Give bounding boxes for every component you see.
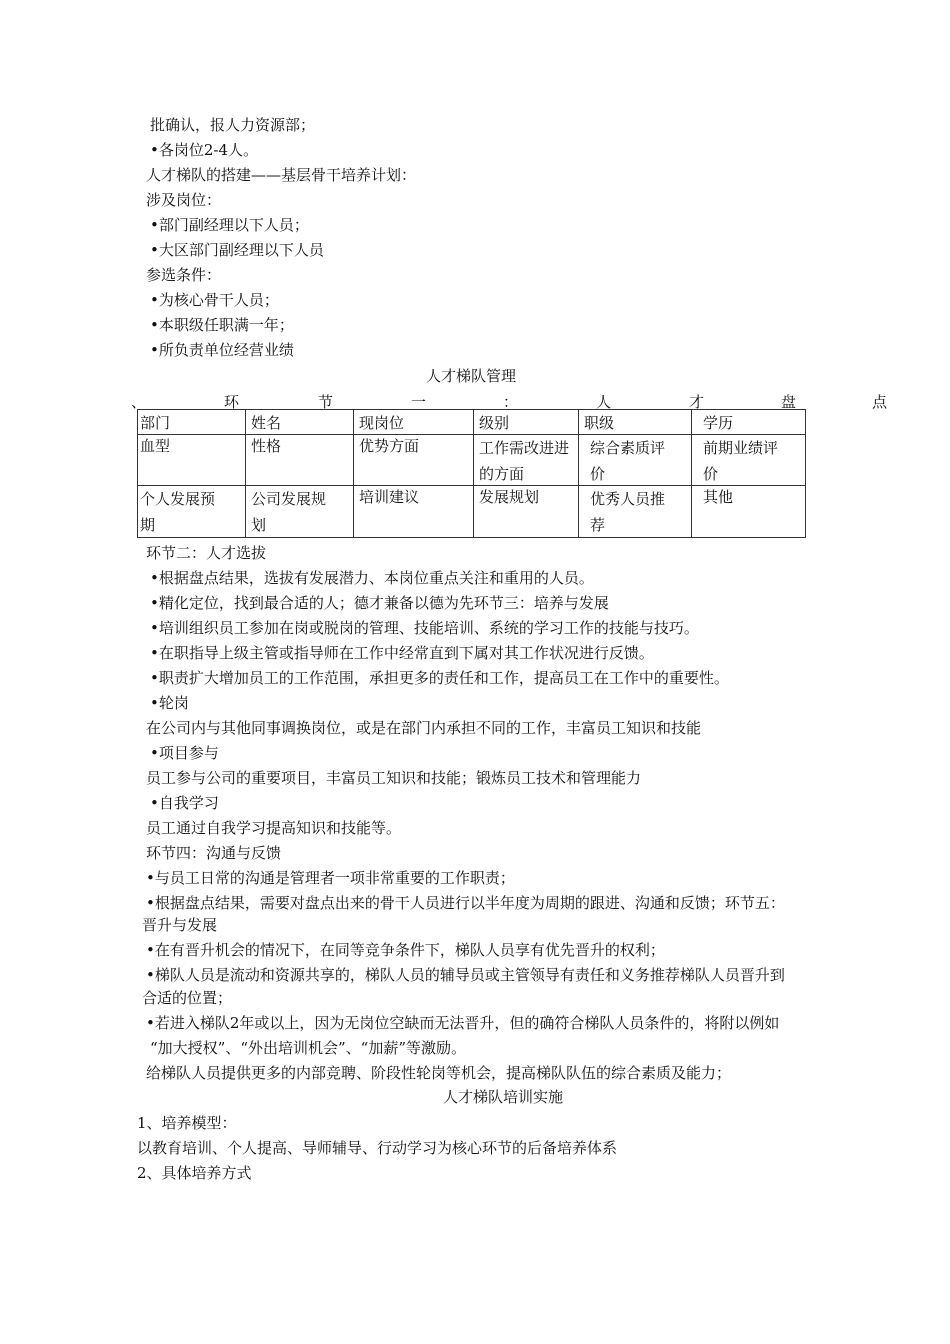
spread-char: 盘	[781, 393, 797, 411]
text-line: 批确认，报人力资源部；	[150, 116, 316, 134]
text-line: •自我学习	[150, 794, 219, 812]
table-cell: 部门	[140, 414, 171, 432]
text-line: •若进入梯队2年或以上，因为无岗位空缺而无法晋升，但的确符合梯队人员条件的，将附以例如	[146, 1014, 780, 1032]
text-line: •部门副经理以下人员；	[150, 216, 309, 234]
text-line: 员工通过自我学习提高知识和技能等。	[146, 819, 402, 837]
text-line: 给梯队人员提供更多的内部竞聘、阶段性轮岗等机会，提高梯队队伍的综合素质及能力；	[146, 1064, 732, 1082]
text-line: 在公司内与其他同事调换岗位，或是在部门内承担不同的工作，丰富员工知识和技能	[146, 719, 702, 737]
talent-inventory-table	[137, 409, 806, 538]
text-line: 环节四：沟通与反馈	[146, 844, 282, 862]
spread-char: 、	[131, 393, 147, 411]
text-line: 合适的位置；	[142, 989, 233, 1007]
table-cell: 个人发展预 期	[140, 490, 216, 534]
table-cell: 综合素质评 价	[590, 439, 666, 483]
text-line: •大区部门副经理以下人员	[150, 241, 324, 259]
text-line: •本职级任职满一年；	[150, 316, 294, 334]
table-cell: 前期业绩评 价	[703, 439, 779, 483]
table-cell: 培训建议	[359, 488, 420, 506]
table-cell: 优势方面	[359, 437, 420, 455]
table-cell: 级别	[479, 414, 510, 432]
text-line: 以教育培训、个人提高、导师辅导、行动学习为核心环节的后备培养体系	[137, 1139, 618, 1157]
table-cell: 发展规划	[479, 488, 540, 506]
text-line: 环节二：人才选拔	[146, 544, 267, 562]
table-cell: 学历	[703, 414, 734, 432]
table-cell: 其他	[703, 488, 734, 506]
text-line: •在职指导上级主管或指导师在工作中经常直到下属对其工作状况进行反馈。	[150, 644, 654, 662]
text-line: 涉及岗位：	[146, 191, 222, 209]
spread-char: ：	[503, 393, 519, 411]
text-line: 参选条件：	[146, 266, 222, 284]
section-title: 人才梯队培训实施	[443, 1088, 564, 1106]
table-cell: 姓名	[251, 414, 282, 432]
text-line: •为核心骨干人员；	[150, 291, 279, 309]
text-line: •所负责单位经营业绩	[150, 341, 294, 359]
spread-char: 点	[872, 393, 888, 411]
spread-char: 人	[596, 393, 612, 411]
text-line: 1、培养模型：	[137, 1114, 237, 1132]
text-line: •各岗位2-4人。	[150, 141, 259, 159]
section-title: 人才梯队管理	[426, 367, 517, 385]
text-line: •项目参与	[150, 744, 219, 762]
table-cell: 血型	[140, 437, 171, 455]
text-line: •根据盘点结果，需要对盘点出来的骨干人员进行以半年度为周期的跟进、沟通和反馈；环节五：	[146, 894, 785, 912]
spread-char: 才	[689, 393, 705, 411]
text-line: •培训组织员工参加在岗或脱岗的管理、技能培训、系统的学习工作的技能与技巧。	[150, 619, 699, 637]
spread-char: 一	[411, 393, 427, 411]
spread-char: 节	[318, 393, 334, 411]
table-cell: 现岗位	[359, 414, 405, 432]
table-cell: 性格	[251, 437, 282, 455]
text-line: •梯队人员是流动和资源共享的，梯队人员的辅导员或主管领导有责任和义务推荐梯队人员晋升到	[146, 966, 785, 984]
table-cell: 公司发展规 划	[251, 490, 327, 534]
text-line: 晋升与发展	[142, 916, 218, 934]
text-line: 人才梯队的搭建——基层骨干培养计划：	[146, 166, 417, 184]
text-line: 2、具体培养方式	[137, 1164, 252, 1182]
text-line: •在有晋升机会的情况下，在同等竞争条件下，梯队人员享有优先晋升的权利；	[146, 941, 665, 959]
text-line: 员工参与公司的重要项目，丰富员工知识和技能；锻炼员工技术和管理能力	[146, 769, 642, 787]
text-line: •与员工日常的沟通是管理者一项非常重要的工作职责；	[146, 869, 515, 887]
text-line: “加大授权”、“外出培训机会”、“加薪”等激励。	[150, 1039, 467, 1057]
table-cell: 工作需改进进 的方面	[479, 439, 570, 483]
text-line: •轮岗	[150, 694, 189, 712]
text-line: •根据盘点结果，选拔有发展潜力、本岗位重点关注和重用的人员。	[150, 569, 594, 587]
table-cell: 职级	[584, 414, 615, 432]
table-cell: 优秀人员推 荐	[590, 490, 666, 534]
spread-char: 环	[224, 393, 240, 411]
text-line: •精化定位，找到最合适的人；德才兼备以德为先环节三：培养与发展	[150, 594, 609, 612]
text-line: •职责扩大增加员工的工作范围，承担更多的责任和工作，提高员工在工作中的重要性。	[150, 669, 729, 687]
